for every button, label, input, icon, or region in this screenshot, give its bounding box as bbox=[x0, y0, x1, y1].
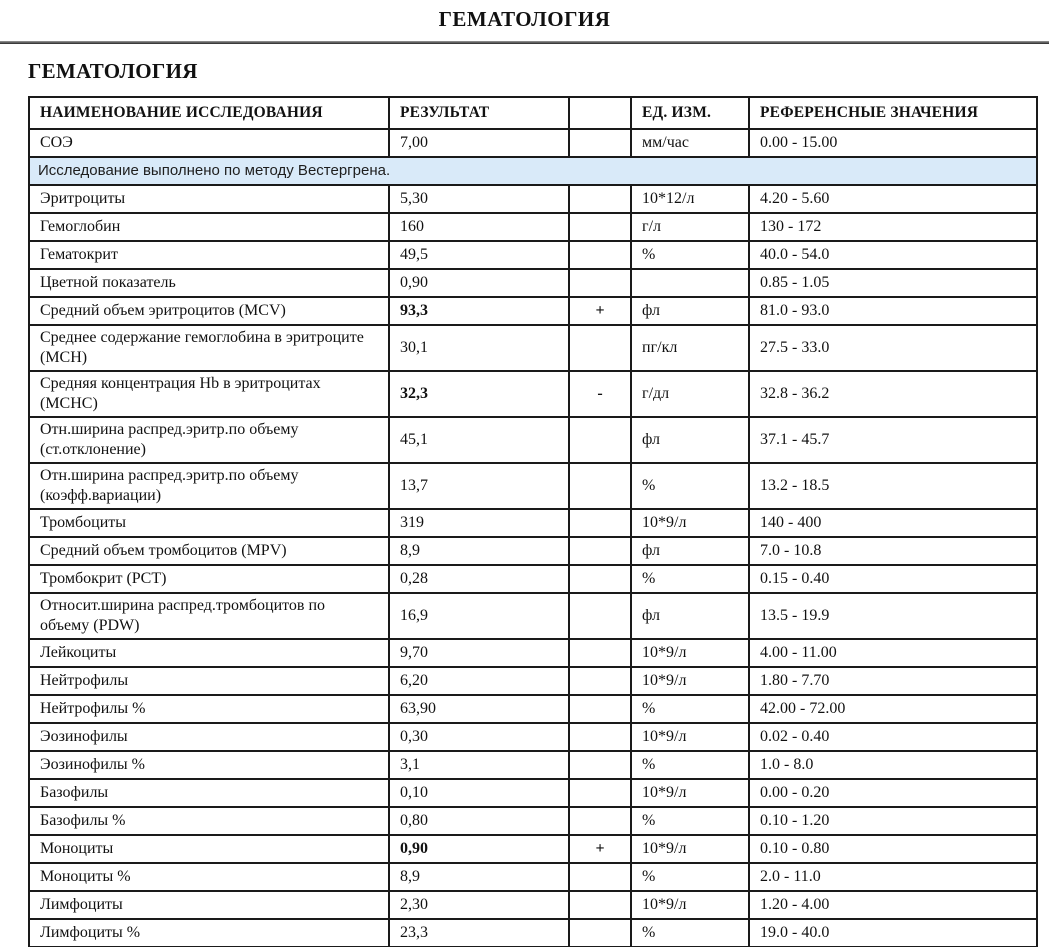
unit-cell: 10*9/л bbox=[631, 835, 749, 863]
column-header-flag bbox=[569, 97, 631, 129]
unit-cell: мм/час bbox=[631, 129, 749, 157]
result-cell: 13,7 bbox=[389, 463, 569, 509]
result-cell: 0,28 bbox=[389, 565, 569, 593]
table-row bbox=[29, 129, 1037, 157]
reference-cell: 0.10 - 1.20 bbox=[749, 807, 1037, 835]
result-cell: 93,3 bbox=[389, 297, 569, 325]
unit-cell: % bbox=[631, 919, 749, 947]
flag-cell bbox=[569, 129, 631, 157]
reference-cell: 2.0 - 11.0 bbox=[749, 863, 1037, 891]
result-cell: 23,3 bbox=[389, 919, 569, 947]
table-row bbox=[29, 807, 1037, 835]
header-divider bbox=[0, 41, 1049, 44]
reference-cell: 7.0 - 10.8 bbox=[749, 537, 1037, 565]
test-name-cell: Цветной показатель bbox=[29, 269, 389, 297]
unit-cell: % bbox=[631, 863, 749, 891]
table-row bbox=[29, 325, 1037, 371]
reference-cell: 0.15 - 0.40 bbox=[749, 565, 1037, 593]
unit-cell: % bbox=[631, 565, 749, 593]
test-name-cell: Базофилы bbox=[29, 779, 389, 807]
unit-cell: % bbox=[631, 751, 749, 779]
flag-cell: - bbox=[569, 371, 631, 417]
result-cell: 3,1 bbox=[389, 751, 569, 779]
unit-cell: фл bbox=[631, 297, 749, 325]
table-header-row bbox=[29, 97, 1037, 129]
result-cell: 5,30 bbox=[389, 185, 569, 213]
reference-cell: 32.8 - 36.2 bbox=[749, 371, 1037, 417]
table-row bbox=[29, 667, 1037, 695]
reference-cell: 1.80 - 7.70 bbox=[749, 667, 1037, 695]
flag-cell bbox=[569, 325, 631, 371]
unit-cell: г/дл bbox=[631, 371, 749, 417]
test-name-cell: Моноциты bbox=[29, 835, 389, 863]
flag-cell bbox=[569, 269, 631, 297]
unit-cell: % bbox=[631, 241, 749, 269]
unit-cell: фл bbox=[631, 417, 749, 463]
column-header-test-name: НАИМЕНОВАНИЕ ИССЛЕДОВАНИЯ bbox=[29, 97, 389, 129]
reference-cell: 0.02 - 0.40 bbox=[749, 723, 1037, 751]
unit-cell: 10*9/л bbox=[631, 639, 749, 667]
reference-cell: 0.00 - 15.00 bbox=[749, 129, 1037, 157]
flag-cell bbox=[569, 723, 631, 751]
unit-cell: 10*12/л bbox=[631, 185, 749, 213]
table-row bbox=[29, 835, 1037, 863]
result-cell: 0,90 bbox=[389, 835, 569, 863]
table-row bbox=[29, 185, 1037, 213]
result-cell: 6,20 bbox=[389, 667, 569, 695]
flag-cell: + bbox=[569, 297, 631, 325]
column-header-units: ЕД. ИЗМ. bbox=[631, 97, 749, 129]
test-name-cell: Лимфоциты bbox=[29, 891, 389, 919]
flag-cell bbox=[569, 863, 631, 891]
reference-cell: 0.85 - 1.05 bbox=[749, 269, 1037, 297]
reference-cell: 42.00 - 72.00 bbox=[749, 695, 1037, 723]
flag-cell bbox=[569, 213, 631, 241]
table-row bbox=[29, 463, 1037, 509]
reference-cell: 27.5 - 33.0 bbox=[749, 325, 1037, 371]
table-row bbox=[29, 695, 1037, 723]
unit-cell bbox=[631, 269, 749, 297]
unit-cell: 10*9/л bbox=[631, 779, 749, 807]
method-note-text: Исследование выполнено по методу Вестергрена. bbox=[29, 157, 1037, 185]
flag-cell bbox=[569, 891, 631, 919]
test-name-cell: Средний объем эритроцитов (MCV) bbox=[29, 297, 389, 325]
unit-cell: г/л bbox=[631, 213, 749, 241]
unit-cell: % bbox=[631, 695, 749, 723]
table-row bbox=[29, 297, 1037, 325]
unit-cell: 10*9/л bbox=[631, 509, 749, 537]
result-cell: 49,5 bbox=[389, 241, 569, 269]
test-name-cell: СОЭ bbox=[29, 129, 389, 157]
test-name-cell: Эритроциты bbox=[29, 185, 389, 213]
flag-cell bbox=[569, 463, 631, 509]
table-row bbox=[29, 509, 1037, 537]
flag-cell bbox=[569, 695, 631, 723]
page-title: ГЕМАТОЛОГИЯ bbox=[438, 7, 611, 31]
test-name-cell: Гемоглобин bbox=[29, 213, 389, 241]
table-row bbox=[29, 241, 1037, 269]
table-row bbox=[29, 779, 1037, 807]
column-header-reference: РЕФЕРЕНСНЫЕ ЗНАЧЕНИЯ bbox=[749, 97, 1037, 129]
column-header-result: РЕЗУЛЬТАТ bbox=[389, 97, 569, 129]
test-name-cell: Эозинофилы bbox=[29, 723, 389, 751]
table-row bbox=[29, 537, 1037, 565]
table-row bbox=[29, 891, 1037, 919]
unit-cell: пг/кл bbox=[631, 325, 749, 371]
reference-cell: 40.0 - 54.0 bbox=[749, 241, 1037, 269]
method-note-row bbox=[29, 157, 1037, 185]
flag-cell bbox=[569, 779, 631, 807]
table-row bbox=[29, 213, 1037, 241]
test-name-cell: Лимфоциты % bbox=[29, 919, 389, 947]
test-name-cell: Эозинофилы % bbox=[29, 751, 389, 779]
flag-cell bbox=[569, 751, 631, 779]
table-row bbox=[29, 863, 1037, 891]
test-name-cell: Отн.ширина распред.эритр.по объему (коэфф.вариации) bbox=[29, 463, 389, 509]
flag-cell bbox=[569, 241, 631, 269]
result-cell: 8,9 bbox=[389, 537, 569, 565]
flag-cell bbox=[569, 639, 631, 667]
table-row bbox=[29, 639, 1037, 667]
reference-cell: 4.20 - 5.60 bbox=[749, 185, 1037, 213]
test-name-cell: Лейкоциты bbox=[29, 639, 389, 667]
reference-cell: 130 - 172 bbox=[749, 213, 1037, 241]
flag-cell bbox=[569, 593, 631, 639]
test-name-cell: Тромбокрит (PCT) bbox=[29, 565, 389, 593]
result-cell: 0,90 bbox=[389, 269, 569, 297]
flag-cell bbox=[569, 537, 631, 565]
unit-cell: % bbox=[631, 463, 749, 509]
test-name-cell: Тромбоциты bbox=[29, 509, 389, 537]
table-row bbox=[29, 751, 1037, 779]
flag-cell bbox=[569, 185, 631, 213]
test-name-cell: Средняя концентрация Hb в эритроцитах (MCHC) bbox=[29, 371, 389, 417]
result-cell: 0,80 bbox=[389, 807, 569, 835]
test-name-cell: Нейтрофилы % bbox=[29, 695, 389, 723]
result-cell: 16,9 bbox=[389, 593, 569, 639]
table-body bbox=[29, 129, 1037, 947]
reference-cell: 1.20 - 4.00 bbox=[749, 891, 1037, 919]
result-cell: 319 bbox=[389, 509, 569, 537]
flag-cell bbox=[569, 417, 631, 463]
flag-cell bbox=[569, 807, 631, 835]
reference-cell: 4.00 - 11.00 bbox=[749, 639, 1037, 667]
table-row bbox=[29, 565, 1037, 593]
reference-cell: 0.10 - 0.80 bbox=[749, 835, 1037, 863]
result-cell: 45,1 bbox=[389, 417, 569, 463]
unit-cell: 10*9/л bbox=[631, 667, 749, 695]
test-name-cell: Относит.ширина распред.тромбоцитов по объему (PDW) bbox=[29, 593, 389, 639]
reference-cell: 19.0 - 40.0 bbox=[749, 919, 1037, 947]
flag-cell bbox=[569, 509, 631, 537]
unit-cell: % bbox=[631, 807, 749, 835]
table-row bbox=[29, 593, 1037, 639]
unit-cell: 10*9/л bbox=[631, 891, 749, 919]
test-name-cell: Базофилы % bbox=[29, 807, 389, 835]
flag-cell: + bbox=[569, 835, 631, 863]
result-cell: 2,30 bbox=[389, 891, 569, 919]
flag-cell bbox=[569, 667, 631, 695]
result-cell: 63,90 bbox=[389, 695, 569, 723]
test-name-cell: Нейтрофилы bbox=[29, 667, 389, 695]
result-cell: 0,30 bbox=[389, 723, 569, 751]
result-cell: 30,1 bbox=[389, 325, 569, 371]
result-cell: 32,3 bbox=[389, 371, 569, 417]
table-row bbox=[29, 417, 1037, 463]
reference-cell: 0.00 - 0.20 bbox=[749, 779, 1037, 807]
flag-cell bbox=[569, 565, 631, 593]
test-name-cell: Гематокрит bbox=[29, 241, 389, 269]
test-name-cell: Среднее содержание гемоглобина в эритроците (MCH) bbox=[29, 325, 389, 371]
table-row bbox=[29, 919, 1037, 947]
table-row bbox=[29, 723, 1037, 751]
test-name-cell: Средний объем тромбоцитов (MPV) bbox=[29, 537, 389, 565]
unit-cell: фл bbox=[631, 537, 749, 565]
reference-cell: 81.0 - 93.0 bbox=[749, 297, 1037, 325]
reference-cell: 1.0 - 8.0 bbox=[749, 751, 1037, 779]
result-cell: 9,70 bbox=[389, 639, 569, 667]
result-cell: 8,9 bbox=[389, 863, 569, 891]
unit-cell: фл bbox=[631, 593, 749, 639]
reference-cell: 13.2 - 18.5 bbox=[749, 463, 1037, 509]
result-cell: 0,10 bbox=[389, 779, 569, 807]
reference-cell: 140 - 400 bbox=[749, 509, 1037, 537]
hematology-results-table bbox=[28, 96, 1038, 947]
result-cell: 7,00 bbox=[389, 129, 569, 157]
test-name-cell: Моноциты % bbox=[29, 863, 389, 891]
section-title: ГЕМАТОЛОГИЯ bbox=[28, 59, 198, 83]
reference-cell: 13.5 - 19.9 bbox=[749, 593, 1037, 639]
result-cell: 160 bbox=[389, 213, 569, 241]
unit-cell: 10*9/л bbox=[631, 723, 749, 751]
test-name-cell: Отн.ширина распред.эритр.по объему (ст.отклонение) bbox=[29, 417, 389, 463]
table-row bbox=[29, 269, 1037, 297]
reference-cell: 37.1 - 45.7 bbox=[749, 417, 1037, 463]
flag-cell bbox=[569, 919, 631, 947]
table-row bbox=[29, 371, 1037, 417]
